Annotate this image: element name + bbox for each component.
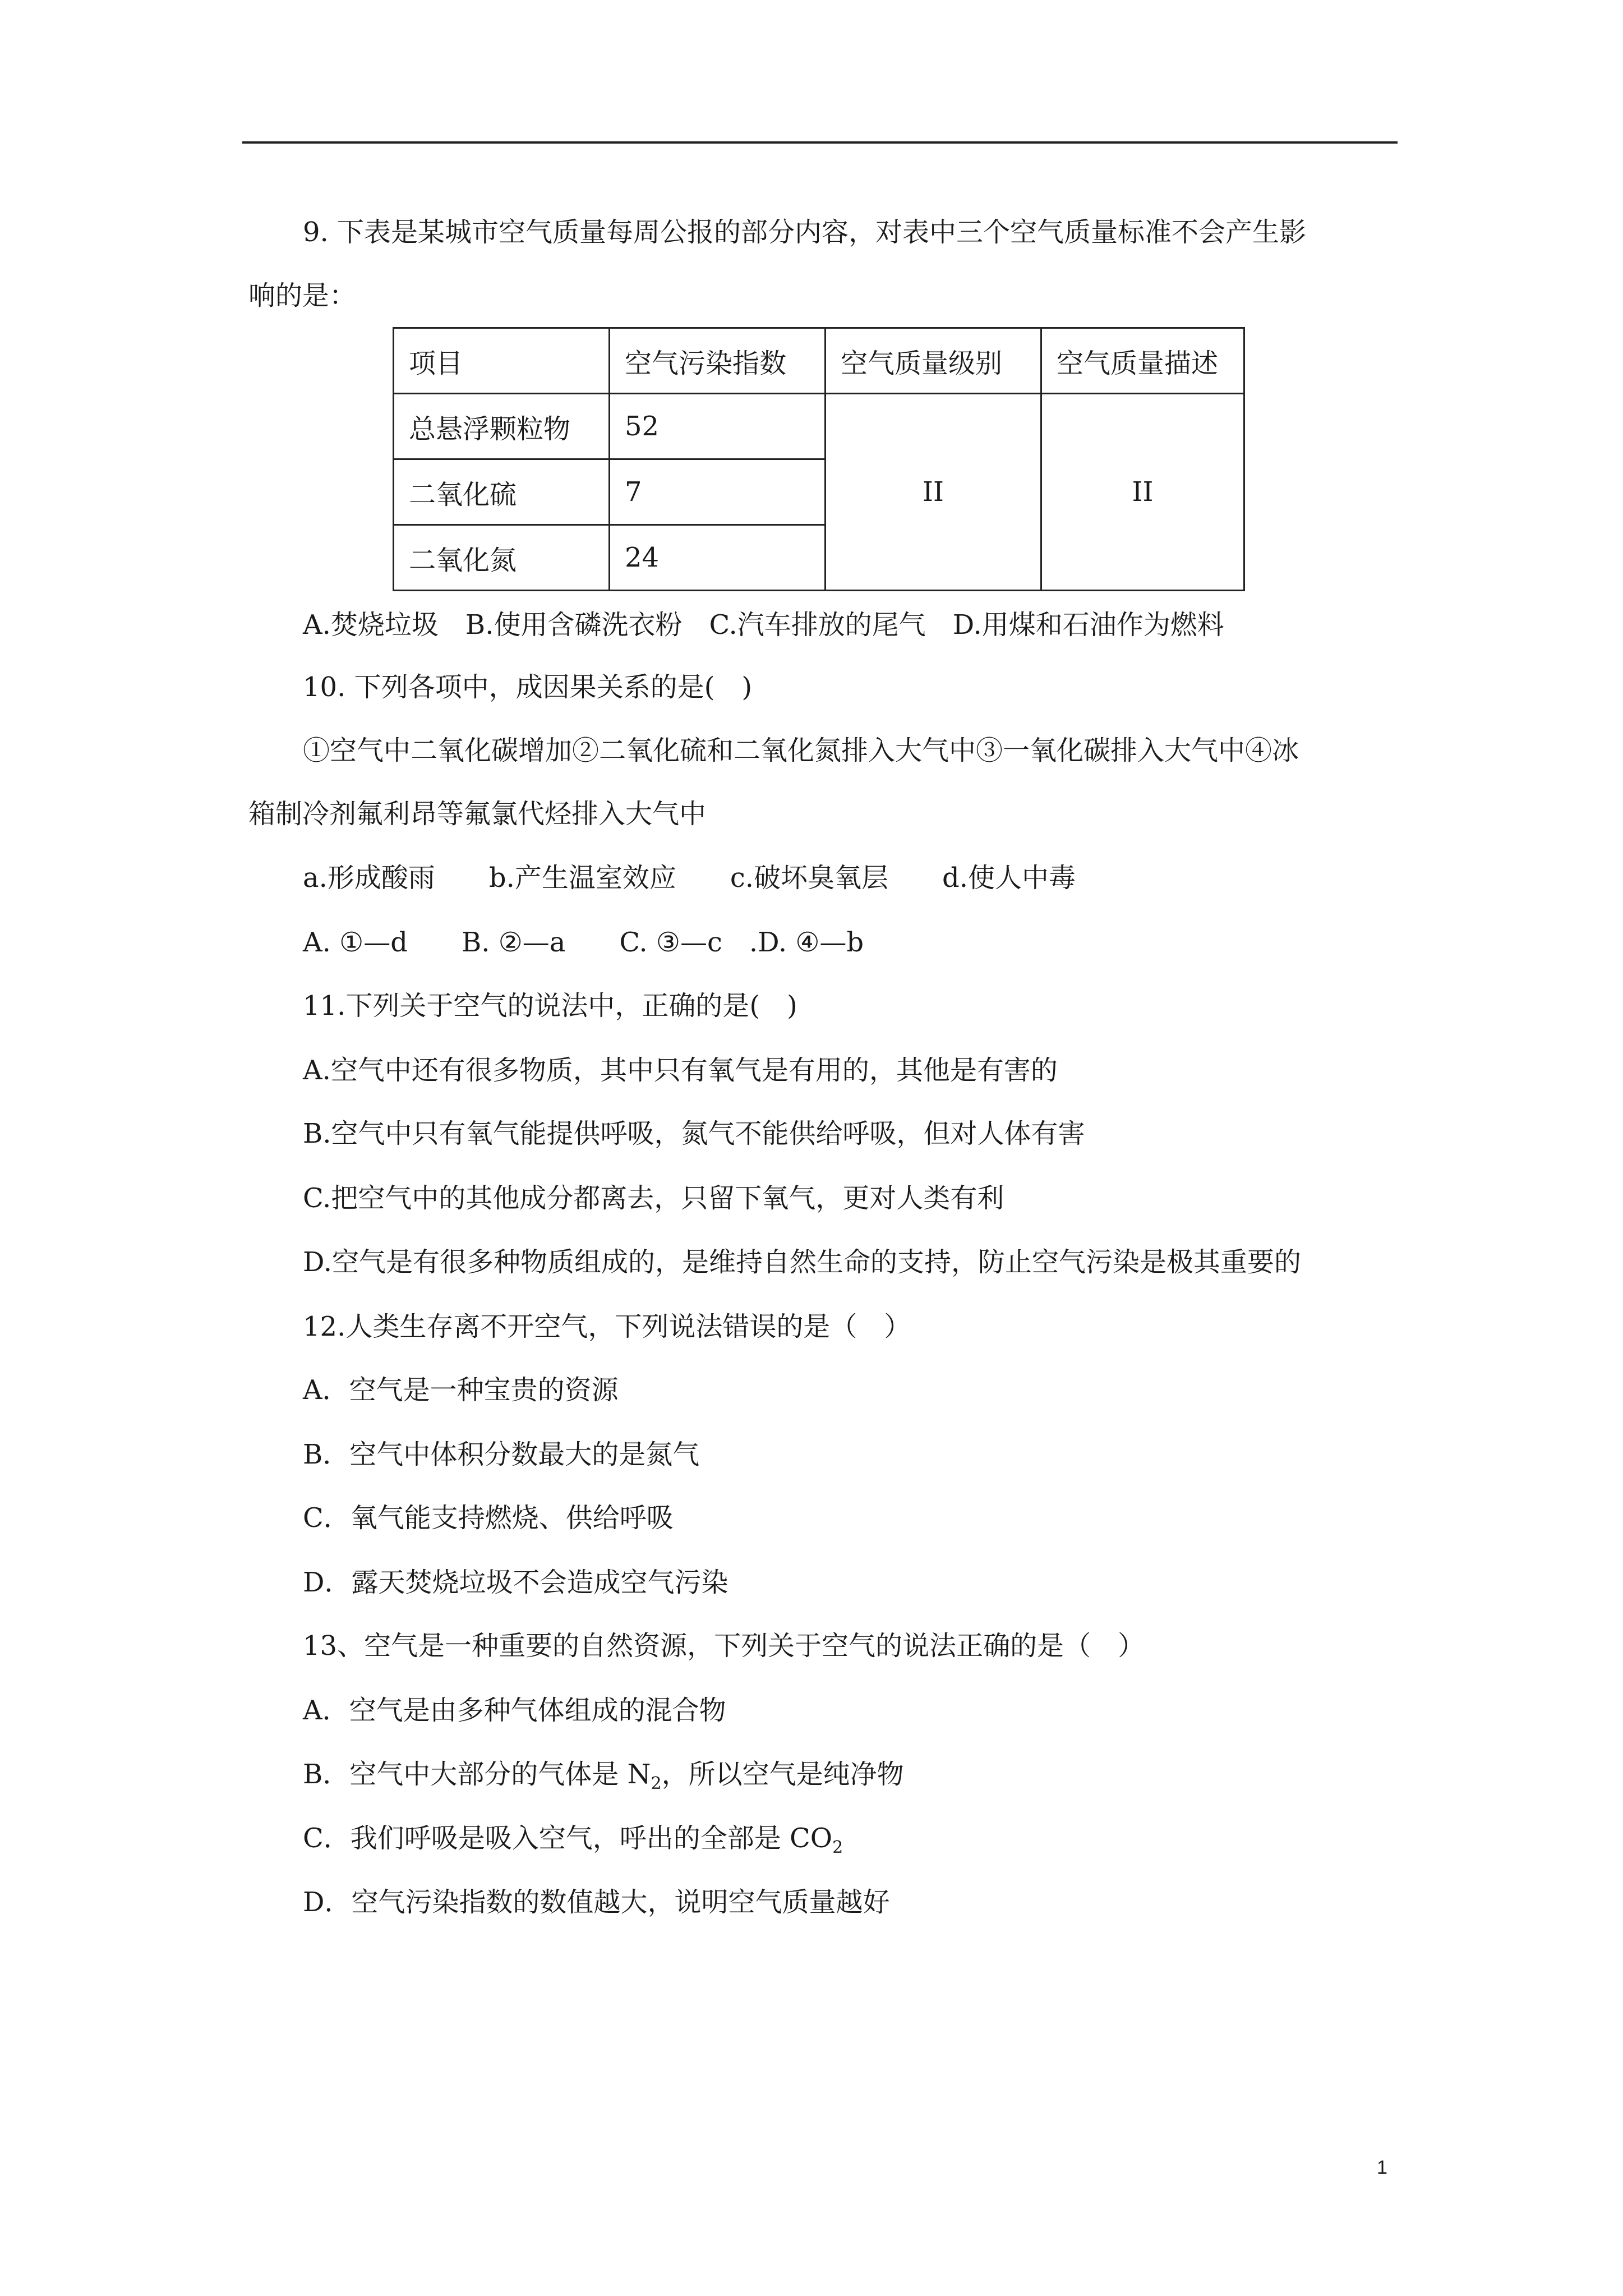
q13-option-b-text: B．空气中大部分的气体是 N bbox=[303, 1759, 651, 1790]
q10-stem: 10. 下列各项中，成因果关系的是( ) bbox=[303, 671, 753, 703]
q12-option-b: B．空气中体积分数最大的是氮气 bbox=[303, 1439, 700, 1470]
q11-stem: 11.下列关于空气的说法中，正确的是( ) bbox=[303, 990, 797, 1022]
header-item: 项目 bbox=[394, 328, 610, 394]
q9-options: A.焚烧垃圾 B.使用含磷洗衣粉 C.汽车排放的尾气 D.用煤和石油作为燃料 bbox=[303, 609, 1224, 641]
q13-option-b-tail: ，所以空气是纯净物 bbox=[661, 1759, 904, 1790]
q13-option-c-subscript: 2 bbox=[832, 1838, 843, 1857]
q12-option-c: C．氧气能支持燃烧、供给呼吸 bbox=[303, 1502, 674, 1534]
q11-option-d: D.空气是有很多种物质组成的，是维持自然生命的支持，防止空气污染是极其重要的 bbox=[303, 1246, 1302, 1278]
q13-option-d: D．空气污染指数的数值越大，说明空气质量越好 bbox=[303, 1887, 890, 1918]
q13-option-b bbox=[303, 1757, 904, 1801]
row-index: 7 bbox=[610, 459, 826, 525]
header-rule bbox=[242, 141, 1398, 144]
header-index: 空气污染指数 bbox=[610, 328, 826, 394]
q10-effects: a.形成酸雨 b.产生温室效应 c.破坏臭氧层 d.使人中毒 bbox=[303, 862, 1076, 894]
q12-option-d: D．露天焚烧垃圾不会造成空气污染 bbox=[303, 1567, 728, 1598]
q13-option-c bbox=[303, 1821, 843, 1865]
q10-causes-line2: 箱制冷剂氟利昂等氟氯代烃排入大气中 bbox=[248, 798, 707, 830]
q12-option-a: A．空气是一种宝贵的资源 bbox=[303, 1374, 619, 1406]
air-quality-description: II bbox=[1041, 394, 1244, 591]
q13-stem: 13、空气是一种重要的自然资源，下列关于空气的说法正确的是（ ） bbox=[303, 1630, 1145, 1662]
q11-option-c: C.把空气中的其他成分都离去，只留下氧气，更对人类有利 bbox=[303, 1182, 1004, 1214]
table-header-row bbox=[394, 328, 1244, 394]
row-item: 总悬浮颗粒物 bbox=[394, 394, 610, 459]
air-quality-level: II bbox=[826, 394, 1041, 591]
q13-option-b-subscript: 2 bbox=[651, 1774, 662, 1793]
q10-causes-line1: ①空气中二氧化碳增加②二氧化硫和二氧化氮排入大气中③一氧化碳排入大气中④冰 bbox=[303, 735, 1299, 766]
q11-option-b: B.空气中只有氧气能提供呼吸，氮气不能供给呼吸，但对人体有害 bbox=[303, 1118, 1085, 1149]
row-item: 二氧化氮 bbox=[394, 525, 610, 591]
row-index: 24 bbox=[610, 525, 826, 591]
header-level: 空气质量级别 bbox=[826, 328, 1041, 394]
q13-option-a: A．空气是由多种气体组成的混合物 bbox=[303, 1695, 726, 1726]
air-quality-table bbox=[393, 327, 1245, 591]
q13-option-c-text: C．我们呼吸是吸入空气，呼出的全部是 CO bbox=[303, 1823, 833, 1854]
q11-option-a: A.空气中还有很多物质，其中只有氧气是有用的，其他是有害的 bbox=[303, 1055, 1058, 1086]
row-item: 二氧化硫 bbox=[394, 459, 610, 525]
header-description: 空气质量描述 bbox=[1041, 328, 1244, 394]
row-index: 52 bbox=[610, 394, 826, 459]
q12-stem: 12.人类生存离不开空气，下列说法错误的是（ ） bbox=[303, 1311, 911, 1342]
q9-stem-line1: 9. 下表是某城市空气质量每周公报的部分内容，对表中三个空气质量标准不会产生影 bbox=[303, 217, 1307, 248]
table-row bbox=[394, 394, 1244, 459]
q9-stem-line2: 响的是： bbox=[248, 280, 357, 311]
page-number: 1 bbox=[1377, 2157, 1387, 2178]
q10-options: A. ①—d B. ②—a C. ③—c .D. ④—b bbox=[303, 927, 864, 958]
